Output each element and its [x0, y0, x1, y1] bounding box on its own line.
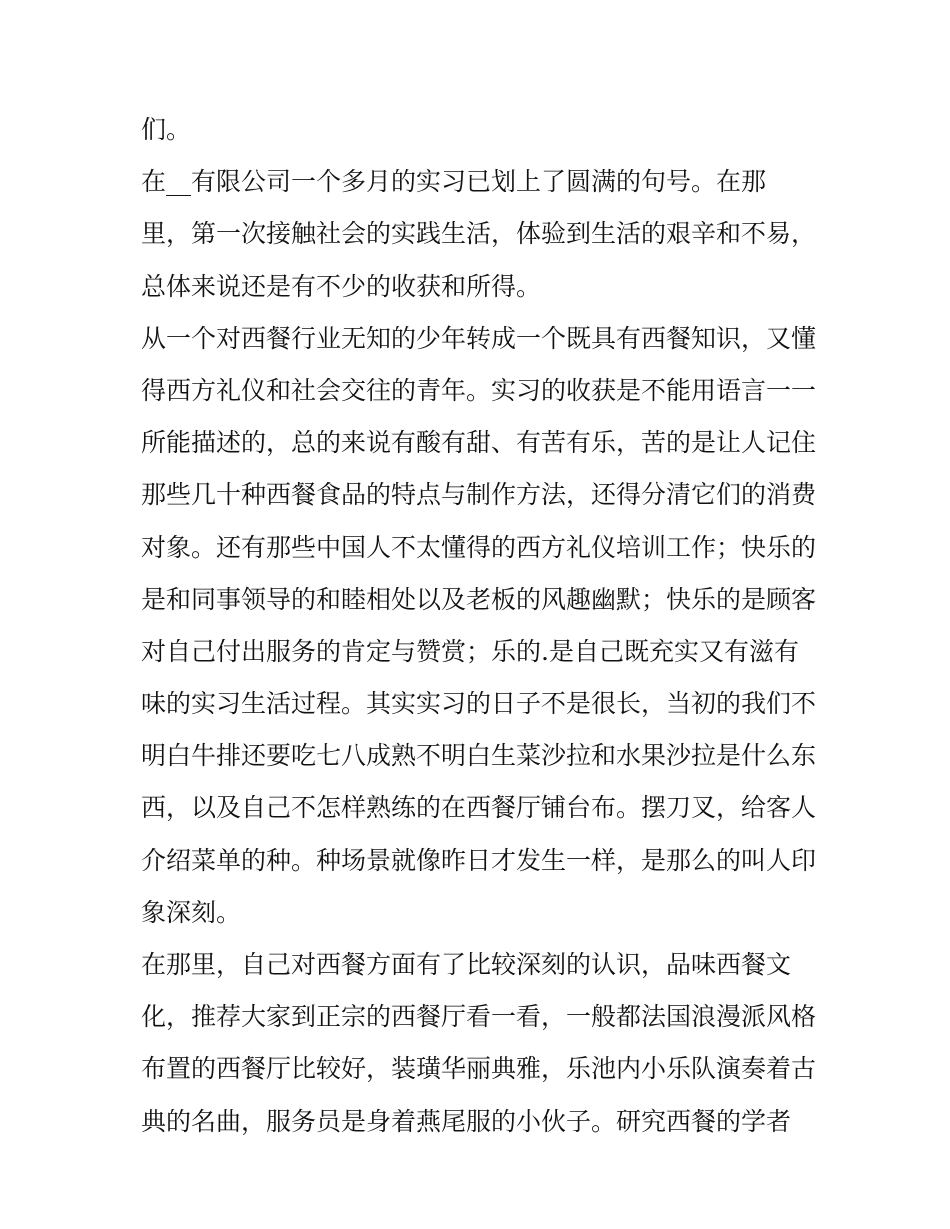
text-line: 对自己付出服务的肯定与赞赏；乐的.是自己既充实又有滋有 — [141, 636, 799, 666]
text-line: 们。 — [141, 115, 192, 144]
text-line: 里，第一次接触社会的实践生活，体验到生活的艰辛和不易， — [141, 219, 817, 249]
text-line: 味的实习生活过程。其实实习的日子不是很长，当初的我们不 — [141, 689, 817, 719]
text-line: 介绍菜单的种。种场景就像昨日才发生一样，是那么的叫人印 — [141, 845, 817, 875]
text-line: 化，推荐大家到正宗的西餐厅看一看，一般都法国浪漫派风格 — [141, 1002, 817, 1032]
text-line: 那些几十种西餐食品的特点与制作方法，还得分清它们的消费 — [141, 480, 817, 510]
text-line: 典的名曲，服务员是身着燕尾服的小伙子。研究西餐的学者 — [141, 1106, 792, 1136]
text-line: 是和同事领导的和睦相处以及老板的风趣幽默；快乐的是顾客 — [141, 584, 817, 614]
text-line: 总体来说还是有不少的收获和所得。 — [141, 271, 542, 301]
text-line: 从一个对西餐行业无知的少年转成一个既具有西餐知识，又懂 — [141, 323, 817, 353]
text-line: 在那里，自己对西餐方面有了比较深刻的认识，品味西餐文 — [141, 950, 792, 979]
text-line: 布置的西餐厅比较好，装璜华丽典雅，乐池内小乐队演奏着古 — [141, 1054, 817, 1084]
document-body — [141, 104, 821, 1148]
text-line: 得西方礼仪和社会交往的青年。实习的收获是不能用语言一一 — [141, 375, 817, 405]
text-line: 明白牛排还要吃七八成熟不明白生菜沙拉和水果沙拉是什么东 — [141, 741, 817, 771]
text-line: 对象。还有那些中国人不太懂得的西方礼仪培训工作；快乐的 — [141, 532, 817, 562]
text-line: 象深刻。 — [141, 897, 242, 927]
text-line: 西，以及自己不怎样熟练的在西餐厅铺台布。摆刀叉，给客人 — [141, 793, 817, 823]
text-line: 在__有限公司一个多月的实习已划上了圆满的句号。在那 — [141, 167, 767, 197]
text-line: 所能描述的，总的来说有酸有甜、有苦有乐，苦的是让人记住 — [141, 428, 817, 458]
